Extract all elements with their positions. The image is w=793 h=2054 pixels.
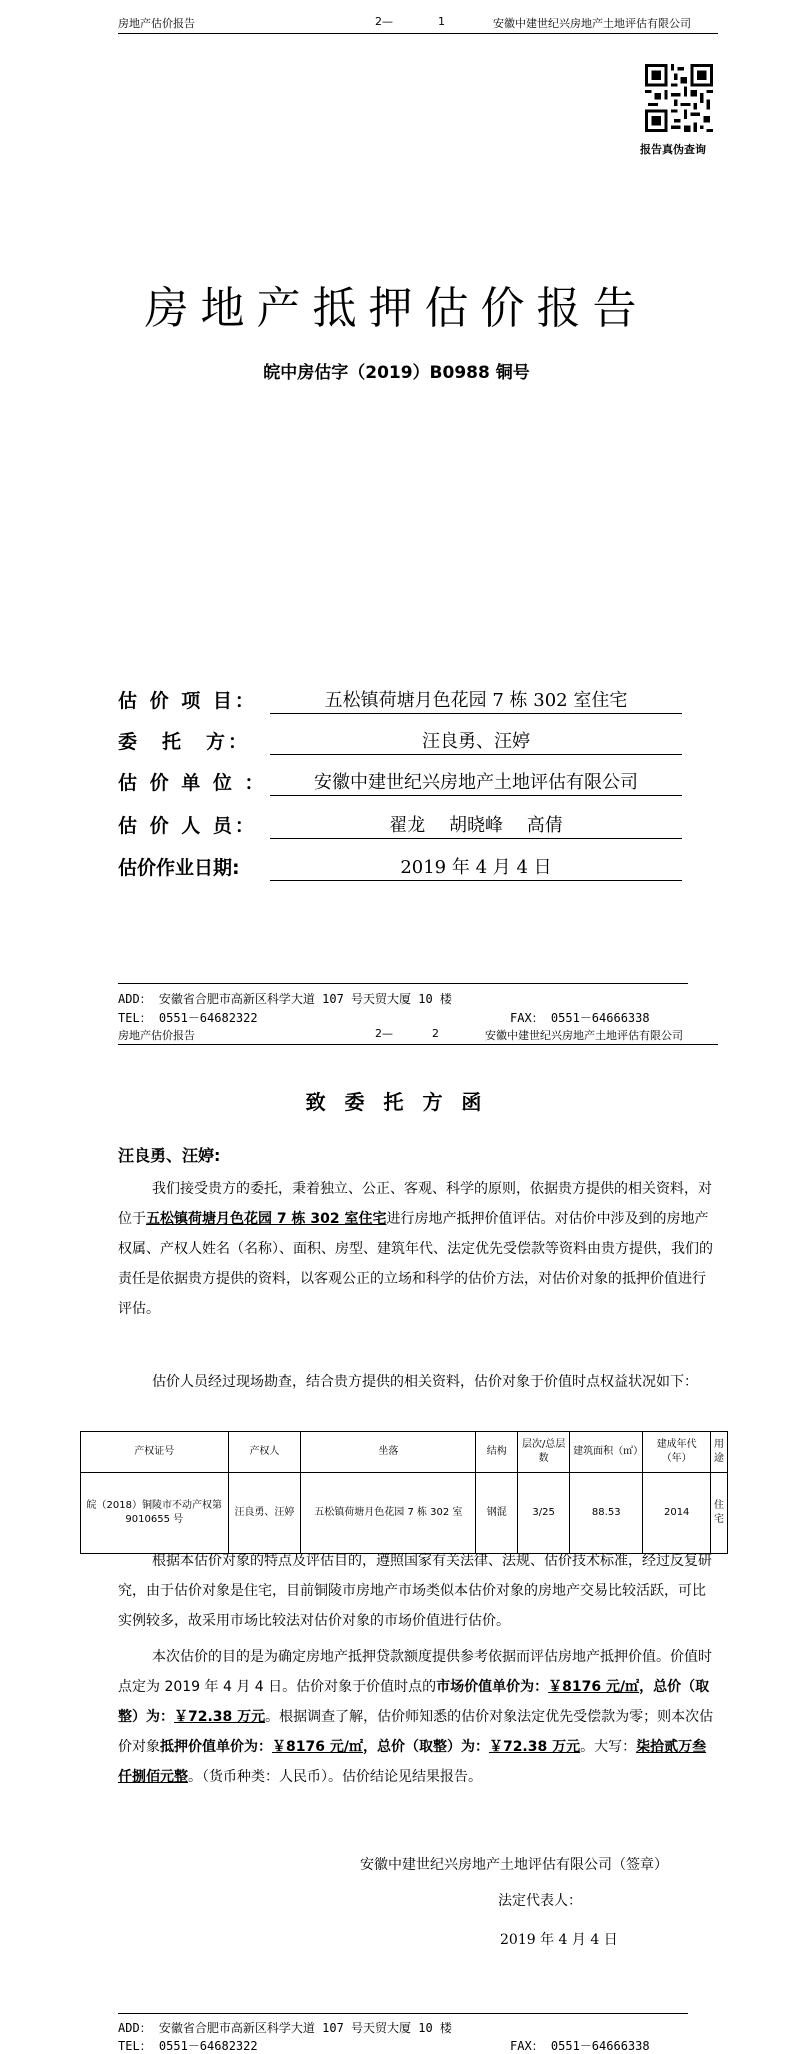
legal-representative: 法定代表人： xyxy=(498,1893,582,1909)
paragraph-engagement-a: 我们接受贵方的委托，秉着独立、公正、客观、科学的原则，依据贵方提供的相关资料，对位于 xyxy=(118,1181,712,1227)
table-header-location: 坐落 xyxy=(301,1432,476,1473)
table-cell-area: 88.53 xyxy=(570,1473,643,1554)
page1-footer-rule xyxy=(118,983,688,984)
market-total-value: ￥72.38 万元 xyxy=(174,1709,266,1725)
property-address-emphasis: 五松镇荷塘月色花园 7 栋 302 室住宅 xyxy=(146,1211,387,1227)
page2-footer-rule xyxy=(118,2013,688,2014)
page2-footer-tel: TEL： 0551－64682322 xyxy=(118,2039,258,2053)
info-label-date: 估价作业日期: xyxy=(118,857,240,879)
page1-footer-address: ADD： 安徽省合肥市高新区科学大道 107 号天贸大厦 10 楼 xyxy=(118,992,452,1006)
document-number: 皖中房估字（2019）B0988 铜号 xyxy=(263,363,530,383)
table-header-owner: 产权人 xyxy=(228,1432,301,1473)
market-total-label: ，总价（取整）为： xyxy=(118,1679,710,1725)
info-value-date: 2019 年 4 月 4 日 xyxy=(270,853,682,881)
info-value-project: 五松镇荷塘月色花园 7 栋 302 室住宅 xyxy=(270,686,682,714)
valuation-text-f: 。根据调查了解，估价师知悉的估价对象法定优先受偿款为零；则本次估价对象 xyxy=(118,1709,714,1755)
salutation: 汪良勇、汪婷: xyxy=(118,1146,221,1165)
table-header-area: 建筑面积（㎡） xyxy=(570,1432,643,1473)
table-header-structure: 结构 xyxy=(476,1432,518,1473)
page2-header-left: 房地产估价报告 xyxy=(118,1029,195,1042)
page1-footer-fax: FAX： 0551－64666338 xyxy=(510,1011,650,1025)
info-label-project: 估 价 项 目： xyxy=(118,690,257,712)
paragraph-inspection: 估价人员经过现场勘查，结合贵方提供的相关资料，估价对象于价值时点权益状况如下： xyxy=(152,1374,698,1390)
page1-header-right: 安徽中建世纪兴房地产土地评估有限公司 xyxy=(493,17,691,30)
valuation-text-m: 。（货币种类：人民币）。估价结论见结果报告。 xyxy=(188,1769,482,1785)
market-unit-price-value: ￥8176 元/㎡ xyxy=(548,1679,640,1695)
qr-code-icon xyxy=(645,64,713,132)
page1-header-left: 房地产估价报告 xyxy=(118,17,195,30)
paragraph-engagement-c: 进行房地产抵押价值评估。对估价中涉及到的房地产权属、产权人姓名（名称）、面积、房型、建筑年代、法定优先受偿款等资料由贵方提供，我们的责任是依据贵方提供的资料，以客观公正的立场和科学的估价方法，对估价对象的抵押价值进行评估。 xyxy=(118,1211,713,1317)
table-header-usage: 用途 xyxy=(711,1432,728,1473)
table-cell-structure: 钢混 xyxy=(476,1473,518,1554)
qr-caption: 报告真伪查询 xyxy=(640,143,706,156)
page1-header-page-prefix: 2— xyxy=(375,15,393,28)
page2-header-right: 安徽中建世纪兴房地产土地评估有限公司 xyxy=(485,1029,683,1042)
mortgage-unit-price-value: ￥8176 元/㎡ xyxy=(272,1739,363,1755)
table-cell-usage: 住宅 xyxy=(711,1473,728,1554)
page2-footer-address: ADD： 安徽省合肥市高新区科学大道 107 号天贸大厦 10 楼 xyxy=(118,2021,452,2035)
info-value-appraisers: 翟龙 胡晓峰 高倩 xyxy=(270,811,682,839)
valuation-text-k: 。大写： xyxy=(580,1739,637,1755)
market-unit-price-label: 市场价值单价为： xyxy=(436,1679,549,1695)
info-label-appraiser-unit: 估 价 单 位 ： xyxy=(118,772,267,794)
table-header-year: 建成年代（年） xyxy=(643,1432,711,1473)
info-label-appraisers: 估 价 人 员： xyxy=(118,815,257,837)
valuation-text-a: 本次估价的目的是为确定房地产抵押贷款额度提供参考依据而评估房地产抵押价值。价值时点定为 2019 年 4 月 4 日。估价对象于价值时点的 xyxy=(118,1649,712,1695)
paragraph-engagement xyxy=(118,1174,718,1324)
info-value-appraiser-unit: 安徽中建世纪兴房地产土地评估有限公司 xyxy=(270,768,682,796)
info-value-client: 汪良勇、汪婷 xyxy=(270,727,682,755)
table-cell-owner: 汪良勇、汪婷 xyxy=(228,1473,301,1554)
paragraph-valuation xyxy=(118,1642,718,1792)
info-label-client: 委 托 方： xyxy=(118,731,251,753)
table-cell-floor: 3/25 xyxy=(518,1473,570,1554)
page2-footer-fax: FAX： 0551－64666338 xyxy=(510,2039,650,2053)
page1-header-rule xyxy=(118,33,718,34)
page1-footer-tel: TEL： 0551－64682322 xyxy=(118,1011,258,1025)
table-cell-year: 2014 xyxy=(643,1473,711,1554)
page1-header-page-number: 1 xyxy=(438,15,445,28)
mortgage-total-label: ，总价（取整）为： xyxy=(362,1739,489,1755)
table-cell-cert-no: 皖（2018）铜陵市不动产权第 9010655 号 xyxy=(81,1473,229,1554)
page2-header-rule xyxy=(118,1044,718,1045)
mortgage-total-value: ￥72.38 万元 xyxy=(488,1739,581,1755)
company-signature: 安徽中建世纪兴房地产土地评估有限公司（签章） xyxy=(360,1857,668,1873)
property-rights-table xyxy=(80,1431,728,1554)
report-title: 房地产抵押估价报告 xyxy=(144,283,649,334)
table-cell-location: 五松镇荷塘月色花园 7 栋 302 室 xyxy=(301,1473,476,1554)
table-row xyxy=(81,1473,728,1554)
table-header-cert-no: 产权证号 xyxy=(81,1432,229,1473)
letter-date: 2019 年 4 月 4 日 xyxy=(500,1932,618,1948)
paragraph-method: 根据本估价对象的特点及评估目的，遵照国家有关法律、法规、估价技术标准，经过反复研究，由于估价对象是住宅，目前铜陵市房地产市场类似本估价对象的房地产交易比较活跃，可比实例较多，故采用市场比较法对估价对象的市场价值进行估价。 xyxy=(118,1553,712,1629)
mortgage-unit-price-label: 抵押价值单价为： xyxy=(160,1739,272,1755)
page2-header-page-number: 2 xyxy=(432,1027,439,1040)
amount-in-words: 柒拾贰万叁仟捌佰元整 xyxy=(118,1739,707,1785)
table-header-floor: 层次/总层数 xyxy=(518,1432,570,1473)
page2-header-page-prefix: 2— xyxy=(375,1027,393,1040)
letter-title: 致 委 托 方 函 xyxy=(305,1090,488,1114)
